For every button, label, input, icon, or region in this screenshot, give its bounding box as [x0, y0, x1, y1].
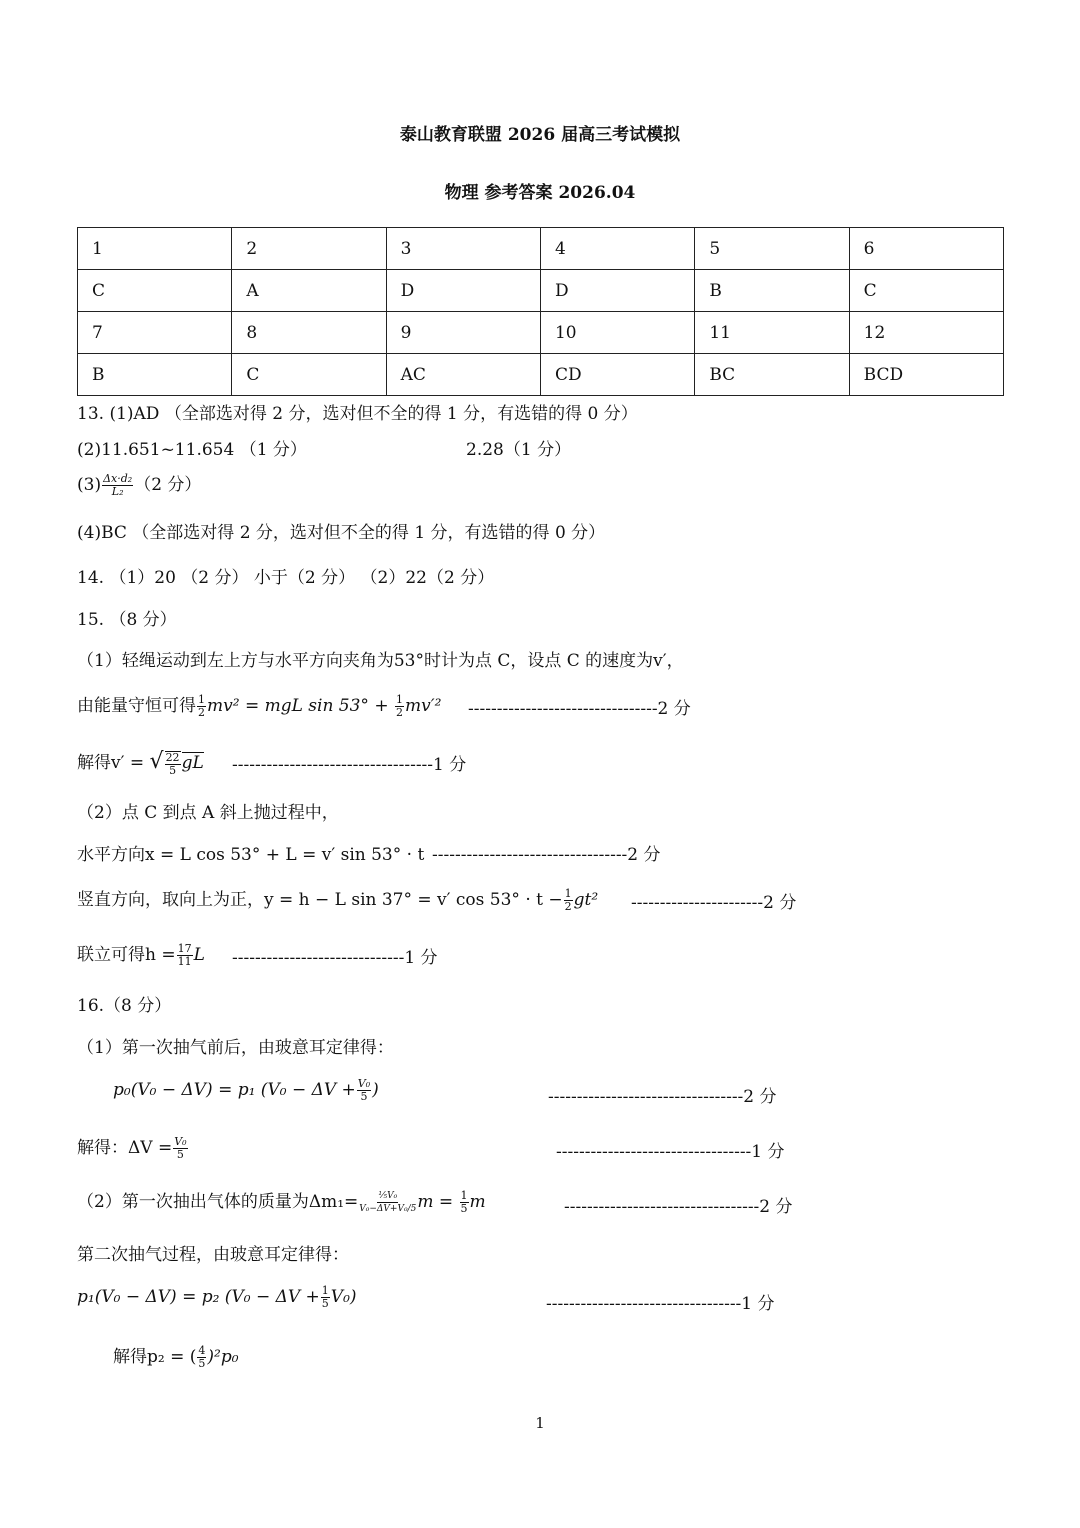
table-cell: A: [232, 270, 386, 312]
table-cell: D: [386, 270, 540, 312]
table-cell: C: [232, 354, 386, 396]
document-title: 泰山教育联盟 2026 届高三考试模拟: [399, 125, 681, 145]
table-cell: 10: [540, 312, 694, 354]
q15-line2-text: 由能量守恒可得: [77, 696, 196, 716]
q16-line2-score: ----------------------------------2 分: [564, 1197, 793, 1217]
table-cell: D: [540, 270, 694, 312]
fraction: $\frac{\text{V₀}}{5}$: [174, 1135, 187, 1161]
answer-table: [77, 227, 1004, 396]
document-subtitle: 物理 参考答案 2026.04: [444, 183, 636, 203]
q16-heading: 16.（8 分）: [77, 996, 172, 1016]
fraction-four-fifths: $\frac{4}{5}$: [198, 1344, 206, 1370]
fraction-numerator: Δx·d₂: [103, 472, 133, 485]
q13-part2a: (2)11.651~11.654 （1 分）: [77, 440, 307, 460]
fraction-half: $\frac{1}{2}$: [396, 693, 403, 719]
q15-line5-score: ----------------------------------2 分: [432, 845, 661, 865]
q16-line2-text: （2）第一次抽出气体的质量为Δm₁=: [77, 1192, 359, 1212]
q16-eq1-score: ----------------------------------2 分: [548, 1087, 777, 1107]
fraction: [102, 473, 133, 498]
q16-eq1: p₀(V₀ − ΔV) = p₁ (V₀ − ΔV + $\frac{\text{V₀}}{5}$ ): [113, 1077, 379, 1103]
table-cell: 5: [695, 228, 849, 270]
table-cell: BC: [695, 354, 849, 396]
table-row: [78, 270, 1004, 312]
q16-sol1-text: 解得：ΔV =: [77, 1138, 173, 1158]
q13-part3-prefix: (3): [77, 475, 102, 495]
q16-eq2: p₁(V₀ − ΔV) = p₂ (V₀ − ΔV + $\frac{1}{5}$ V₀): [77, 1284, 357, 1310]
fraction: $\frac{17}{11}$: [177, 942, 192, 968]
fraction-half: $\frac{1}{2}$: [564, 887, 572, 913]
q15-line2: [77, 691, 441, 719]
q16-line2: （2）第一次抽出气体的质量为Δm₁= $\frac{\text{⅕V₀}}{\text{V₀−ΔV+V₀/5}}$ m = $\frac{1}{5}$ m: [77, 1189, 486, 1215]
q15-line6-score: -----------------------2 分: [631, 893, 797, 913]
table-cell: B: [78, 354, 232, 396]
fraction: $\frac{22}{5}$: [165, 750, 180, 777]
q16-eq1-text: p₀(V₀ − ΔV) = p₁ (V₀ − ΔV +: [113, 1080, 356, 1100]
fraction: $\frac{\text{V₀}}{5}$: [357, 1077, 371, 1103]
q15-line2-eq-b: mv′²: [405, 696, 442, 716]
table-cell: CD: [540, 354, 694, 396]
table-cell: C: [78, 270, 232, 312]
q15-line2-eq-a: mv² = mgL sin 53° +: [207, 696, 389, 716]
q14-answer: 14. （1）20 （2 分） 小于（2 分） （2）22（2 分）: [77, 568, 495, 588]
q15-line2-score: ---------------------------------2 分: [468, 699, 691, 719]
table-cell: 11: [695, 312, 849, 354]
q15-line7-score: ------------------------------1 分: [232, 948, 438, 968]
q13-part4: (4)BC （全部选对得 2 分，选对但不全的得 1 分，有选错的得 0 分）: [77, 523, 606, 543]
q15-line3-tail: gL: [181, 753, 204, 773]
page-number: 1: [535, 1414, 545, 1432]
q15-line3: [77, 748, 204, 777]
q15-line6: [77, 885, 598, 913]
q15-line7-tail: L: [193, 945, 205, 965]
q15-line3-score: -----------------------------------1 分: [232, 755, 467, 775]
q16-sol2-text: 解得p₂ = (: [113, 1347, 197, 1367]
fraction: $\frac{\text{⅕V₀}}{\text{V₀−ΔV+V₀/5}}$: [359, 1191, 417, 1214]
q16-eq2-text: p₁(V₀ − ΔV) = p₂ (V₀ − ΔV +: [77, 1287, 320, 1307]
q16-line2-tail: m =: [417, 1192, 454, 1212]
table-cell: 6: [849, 228, 1003, 270]
q15-line3-text: 解得v′ =: [77, 753, 145, 773]
q13-part3-score: （2 分）: [134, 475, 202, 495]
q16-eq2-score: ----------------------------------1 分: [546, 1294, 775, 1314]
q16-line3: 第二次抽气过程，由玻意耳定律得：: [77, 1245, 349, 1265]
q15-line5: 水平方向x = L cos 53° + L = v′ sin 53° · t: [77, 845, 425, 865]
table-cell: 9: [386, 312, 540, 354]
table-cell: C: [849, 270, 1003, 312]
table-row: [78, 228, 1004, 270]
q15-line4: （2）点 C 到点 A 斜上抛过程中，: [77, 803, 339, 823]
fraction-fifth: $\frac{1}{5}$: [460, 1189, 468, 1215]
q16-sol1: [77, 1133, 189, 1161]
fraction-fifth: $\frac{1}{5}$: [321, 1284, 329, 1310]
sqrt-icon: √: [149, 749, 164, 774]
table-cell: AC: [386, 354, 540, 396]
table-cell: 8: [232, 312, 386, 354]
fraction-half: $\frac{1}{2}$: [198, 693, 205, 719]
q15-line6-tail: gt²: [573, 890, 599, 910]
table-cell: 12: [849, 312, 1003, 354]
table-cell: 1: [78, 228, 232, 270]
table-cell: BCD: [849, 354, 1003, 396]
q13-part1: 13. (1)AD （全部选对得 2 分，选对但不全的得 1 分，有选错的得 0 分）: [77, 404, 638, 424]
fraction-denominator: L₂: [111, 485, 124, 498]
q16-sol2: 解得p₂ = ( $\frac{4}{5}$ )²p₀: [113, 1344, 239, 1370]
table-cell: B: [695, 270, 849, 312]
q13-part3: [77, 470, 201, 498]
table-cell: 2: [232, 228, 386, 270]
q15-line6-text: 竖直方向，取向上为正，y = h − L sin 37° = v′ cos 53° · t −: [77, 890, 563, 910]
table-cell: 4: [540, 228, 694, 270]
table-cell: 7: [78, 312, 232, 354]
q15-line7: [77, 940, 205, 968]
q15-line7-text: 联立可得h =: [77, 945, 176, 965]
table-cell: 3: [386, 228, 540, 270]
q16-sol1-score: ----------------------------------1 分: [556, 1142, 785, 1162]
q15-heading: 15. （8 分）: [77, 610, 177, 630]
table-row: [78, 354, 1004, 396]
q16-line1: （1）第一次抽气前后，由玻意耳定律得：: [77, 1038, 394, 1058]
table-row: [78, 312, 1004, 354]
q15-line1: （1）轻绳运动到左上方与水平方向夹角为53°时计为点 C，设点 C 的速度为v′，: [77, 651, 684, 671]
q13-part2b: 2.28（1 分）: [466, 440, 572, 460]
